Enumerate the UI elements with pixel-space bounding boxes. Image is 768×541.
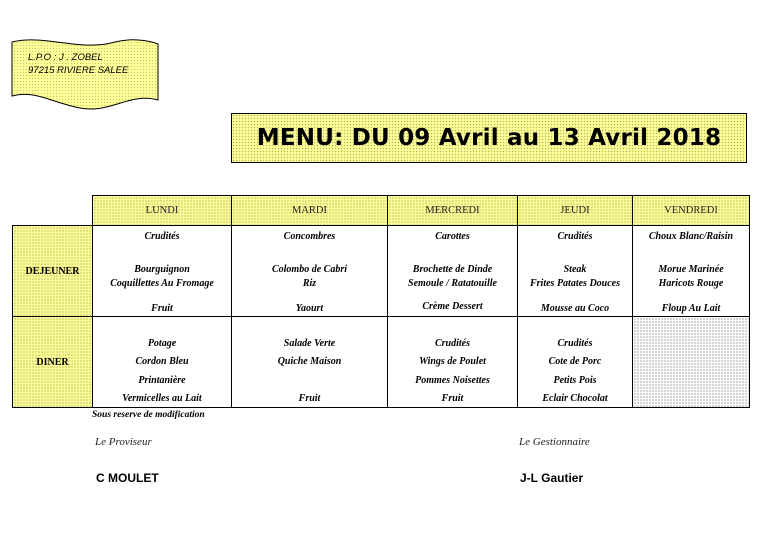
dish: Eclair Chocolat — [542, 393, 608, 404]
menu-cell-lunch-mercredi — [388, 226, 518, 317]
dish: Riz — [302, 278, 317, 289]
dish: Fruit — [441, 393, 464, 404]
dish: Frites Patates Douces — [530, 278, 620, 289]
dish: Concombres — [283, 231, 336, 242]
dish: Mousse au Coco — [540, 303, 610, 314]
dish: Crudités — [144, 231, 180, 242]
dish: Wings de Poulet — [419, 356, 486, 367]
dish: Bourguignon — [134, 264, 190, 275]
dish: Floup Au Lait — [661, 303, 721, 314]
school-name: L.P.O : J . ZOBEL — [28, 52, 103, 63]
lunch-row — [13, 226, 750, 317]
school-address: 97215 RIVIERE SALEE — [28, 65, 129, 76]
dish: Salade Verte — [283, 338, 336, 349]
dish: Petits Pois — [553, 375, 597, 386]
signature-name-gestionnaire: J-L Gautier — [520, 471, 584, 485]
dish: Coquillettes Au Fromage — [110, 278, 214, 289]
day-header-jeudi: JEUDI — [518, 196, 633, 226]
menu-title-box — [231, 113, 747, 163]
menu-cell-lunch-jeudi — [518, 226, 633, 317]
dish: Cordon Bleu — [135, 356, 189, 367]
dish: Pommes Noisettes — [415, 375, 490, 386]
day-header-lundi: LUNDI — [93, 196, 232, 226]
signature-role-gestionnaire: Le Gestionnaire — [519, 436, 590, 448]
modification-notice: Sous reserve de modification — [92, 410, 205, 420]
day-header-vendredi: VENDREDI — [633, 196, 750, 226]
dish: Brochette de Dinde — [412, 264, 493, 275]
dish: Yaourt — [295, 303, 324, 314]
day-header-mercredi: MERCREDI — [388, 196, 518, 226]
day-header-mardi: MARDI — [232, 196, 388, 226]
dish: Crudités — [557, 231, 593, 242]
signature-name-proviseur: C MOULET — [96, 471, 159, 485]
dish: Vermicelles au Lait — [122, 393, 202, 404]
menu-cell-lunch-vendredi — [633, 226, 750, 317]
dinner-row — [13, 317, 750, 408]
menu-table — [12, 195, 750, 408]
header-corner — [13, 196, 93, 226]
menu-cell-dinner-lundi — [93, 317, 232, 408]
dish: Choux Blanc/Raisin — [648, 231, 734, 242]
page-title: MENU: DU 09 Avril au 13 Avril 2018 — [256, 125, 722, 151]
menu-cell-dinner-vendredi-empty — [633, 317, 750, 408]
school-banner — [10, 38, 160, 118]
dish: Fruit — [298, 393, 321, 404]
signature-role-proviseur: Le Proviseur — [95, 436, 152, 448]
day-header-row — [13, 196, 750, 226]
dish: Potage — [147, 338, 177, 349]
dish: Semoule / Ratatouille — [408, 278, 497, 289]
menu-cell-dinner-mercredi — [388, 317, 518, 408]
dish: Crudités — [557, 338, 593, 349]
menu-cell-lunch-lundi — [93, 226, 232, 317]
dish: Crudités — [434, 338, 470, 349]
meal-label-lunch: DEJEUNER — [13, 226, 93, 317]
dish: Quiche Maison — [277, 356, 342, 367]
meal-label-dinner: DINER — [13, 317, 93, 408]
dish: Morue Marinée — [658, 264, 724, 275]
dish: Crème Dessert — [422, 301, 483, 312]
dish: Steak — [563, 264, 587, 275]
dish: Haricots Rouge — [658, 278, 724, 289]
dish: Cote de Porc — [548, 356, 602, 367]
menu-cell-lunch-mardi — [232, 226, 388, 317]
dish: Colombo de Cabri — [271, 264, 347, 275]
menu-cell-dinner-jeudi — [518, 317, 633, 408]
menu-cell-dinner-mardi — [232, 317, 388, 408]
dish: Printanière — [138, 375, 186, 386]
dish: Fruit — [151, 303, 173, 314]
dish: Carottes — [435, 231, 470, 242]
